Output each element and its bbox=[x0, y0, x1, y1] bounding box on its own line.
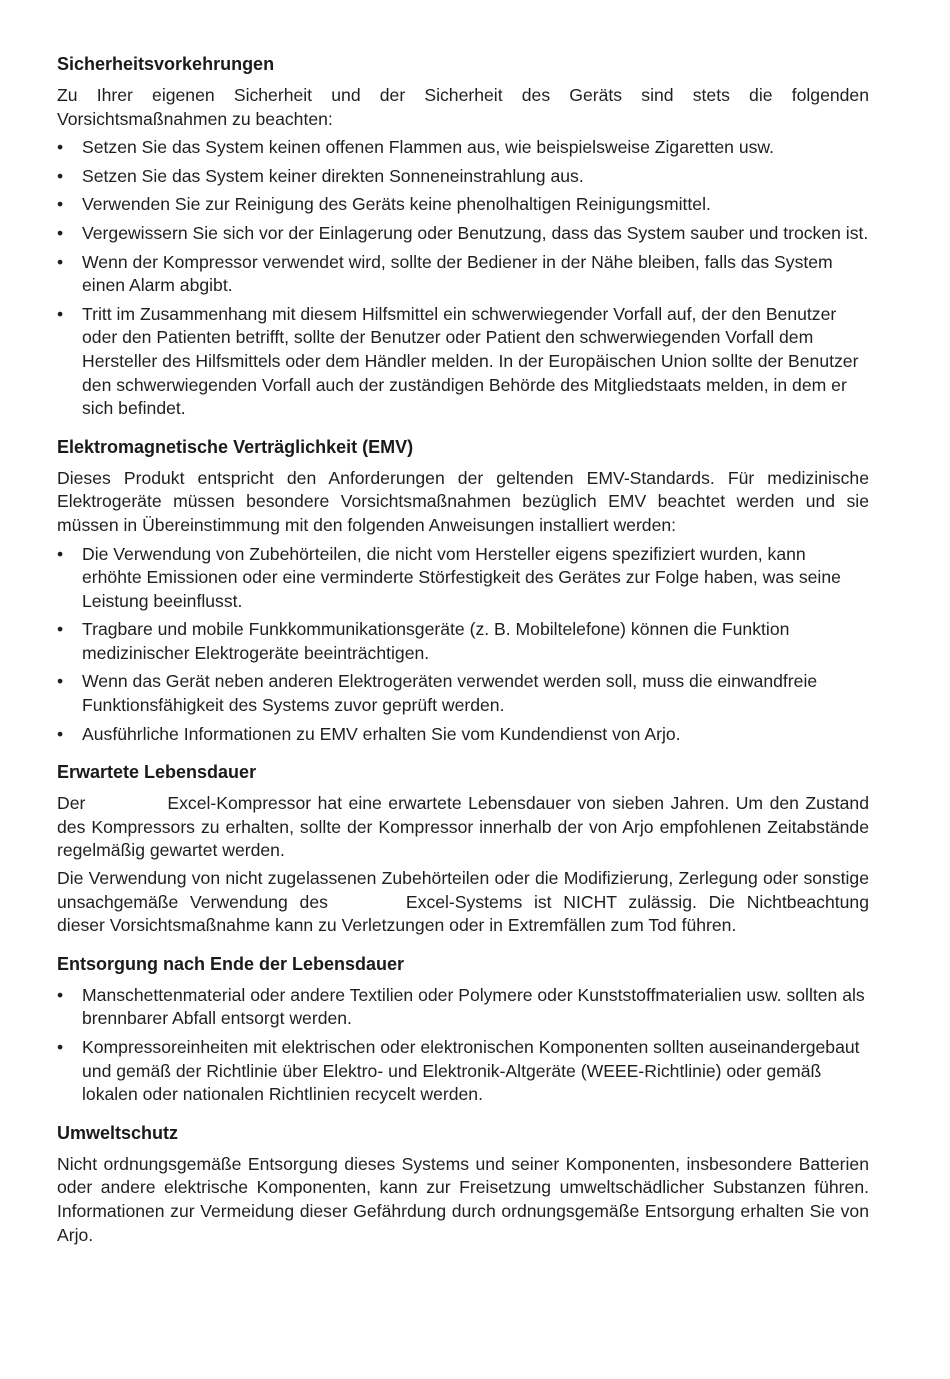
bullet-icon: • bbox=[57, 1037, 64, 1057]
list-item-text: Verwenden Sie zur Reinigung des Geräts keine phenolhaltigen Reinigungsmittel. bbox=[82, 194, 711, 215]
bullet-icon: • bbox=[57, 543, 64, 564]
paragraph-start: Der bbox=[57, 793, 86, 814]
list-item-text: Wenn der Kompressor verwendet wird, sollte der Bediener in der Nähe bleiben, falls das System einen Alarm abgibt. bbox=[82, 251, 833, 296]
environment-section bbox=[57, 1121, 869, 1247]
list-item-text: Wenn das Gerät neben anderen Elektrogeräten verwendet werden soll, muss die einwandfreie Funktionsfähigkeit des Systems zuvor geprüft werden. bbox=[82, 671, 818, 716]
bullet-list bbox=[57, 543, 869, 747]
list-item bbox=[57, 1036, 869, 1107]
list-item bbox=[57, 136, 869, 160]
bullet-icon: • bbox=[57, 251, 64, 272]
list-item bbox=[57, 984, 869, 1031]
list-item bbox=[57, 222, 869, 246]
list-item-text: Vergewissern Sie sich vor der Einlagerung oder Benutzung, dass das System sauber und trocken ist. bbox=[82, 222, 869, 243]
bullet-icon: • bbox=[57, 671, 64, 692]
paragraph bbox=[57, 867, 869, 938]
list-item bbox=[57, 723, 869, 747]
paragraph: Dieses Produkt entspricht den Anforderungen der geltenden EMV-Standards. Für medizinische Elektrogeräte müssen besondere Vorsichtsmaßnahmen bezüglich EMV beachtet werden und sie müssen in Übereinstimmung mit den folgenden Anweisungen installiert werden: bbox=[57, 467, 869, 535]
paragraph-rest: Excel-Systems ist NICHT zulässig. Die Nichtbeachtung dieser Vorsichtsmaßnahme kann zu Verletzungen oder in Extremfällen zum Tod führen. bbox=[57, 891, 869, 936]
list-item bbox=[57, 618, 869, 665]
list-item bbox=[57, 303, 869, 421]
list-item-text: Manschettenmaterial oder andere Textilien oder Polymere oder Kunststoffmaterialien usw. sollten als brennbarer Abfall entsorgt werden. bbox=[82, 984, 865, 1029]
list-item-text: Setzen Sie das System keiner direkten Sonneneinstrahlung aus. bbox=[82, 165, 584, 186]
section-heading: Erwartete Lebensdauer bbox=[57, 762, 257, 783]
emc-section bbox=[57, 435, 869, 747]
lifetime-section bbox=[57, 760, 869, 938]
bullet-list bbox=[57, 984, 869, 1107]
bullet-icon: • bbox=[57, 723, 64, 744]
list-item bbox=[57, 193, 869, 217]
list-item bbox=[57, 165, 869, 189]
bullet-icon: • bbox=[57, 137, 64, 158]
list-item bbox=[57, 543, 869, 614]
paragraph-rest: Excel-Kompressor hat eine erwartete Lebensdauer von sieben Jahren. Um den Zustand des Kompressors zu erhalten, sollte der Kompressor innerhalb der von Arjo empfohlenen Zeitabstände regelmäßig gewartet werden. bbox=[57, 793, 869, 861]
section-heading: Elektromagnetische Verträglichkeit (EMV) bbox=[57, 436, 414, 457]
bullet-icon: • bbox=[57, 984, 64, 1005]
bullet-icon: • bbox=[57, 222, 64, 243]
disposal-section bbox=[57, 952, 869, 1107]
list-item-text: Tragbare und mobile Funkkommunikationsgeräte (z. B. Mobiltelefone) können die Funktion medizinischer Elektrogeräte beeinträchtigen. bbox=[82, 619, 790, 663]
list-item-text: Setzen Sie das System keinen offenen Flammen aus, wie beispielsweise Zigaretten usw. bbox=[82, 137, 775, 158]
list-item-text: Tritt im Zusammenhang mit diesem Hilfsmittel ein schwerwiegender Vorfall auf, der den Benutzer oder den Patienten betrifft, sollte der Benutzer oder Patient den schwerwiegenden Vorfall dem Hersteller des Hilfsmittels oder dem Händler melden. In der Europäischen Union sollte der Benutzer den schwerwiegenden Vorfall auch der zuständigen Behörde des Mitgliedstaats melden, in dem er sich befindet. bbox=[82, 303, 859, 419]
safety-section bbox=[57, 52, 869, 421]
paragraph: Zu Ihrer eigenen Sicherheit und der Sicherheit des Geräts sind stets die folgenden Vorsichtsmaßnahmen zu beachten: bbox=[57, 85, 869, 129]
list-item-text: Ausführliche Informationen zu EMV erhalten Sie vom Kundendienst von Arjo. bbox=[82, 723, 681, 744]
list-item bbox=[57, 251, 869, 298]
bullet-icon: • bbox=[57, 165, 64, 186]
list-item-text: Die Verwendung von Zubehörteilen, die nicht vom Hersteller eigens spezifiziert wurden, kann erhöhte Emissionen oder eine verminderte Störfestigkeit des Gerätes zur Folge haben, was seine Leistung beeinflusst. bbox=[82, 543, 841, 611]
list-item bbox=[57, 670, 869, 717]
paragraph: Nicht ordnungsgemäße Entsorgung dieses Systems und seiner Komponenten, insbesondere Batterien oder andere elektrische Komponenten, kann zur Freisetzung umweltschädlicher Substanzen führen. Informationen zur Vermeidung dieser Gefährdung durch ordnungsgemäße Entsorgung erhalten Sie von Arjo. bbox=[57, 1153, 869, 1245]
section-heading: Sicherheitsvorkehrungen bbox=[57, 54, 275, 74]
list-item-text: Kompressoreinheiten mit elektrischen oder elektronischen Komponenten sollten auseinandergebaut und gemäß der Richtlinie über Elektro- und Elektronik-Altgeräte (WEEE-Richtlinie) oder gemäß lokalen oder nationalen Richtlinien recycelt werden. bbox=[82, 1037, 860, 1105]
section-heading: Entsorgung nach Ende der Lebensdauer bbox=[57, 953, 405, 974]
bullet-icon: • bbox=[57, 194, 64, 215]
paragraph bbox=[57, 792, 869, 863]
paragraph-start: Die Verwendung von nicht zugelassenen Zubehörteilen oder die Modifizierung, Zerlegung oder sonstige unsachgemäße Verwendung des bbox=[57, 868, 869, 912]
bullet-icon: • bbox=[57, 303, 64, 324]
section-heading: Umweltschutz bbox=[57, 1122, 179, 1143]
bullet-icon: • bbox=[57, 619, 64, 640]
bullet-list bbox=[57, 136, 869, 421]
